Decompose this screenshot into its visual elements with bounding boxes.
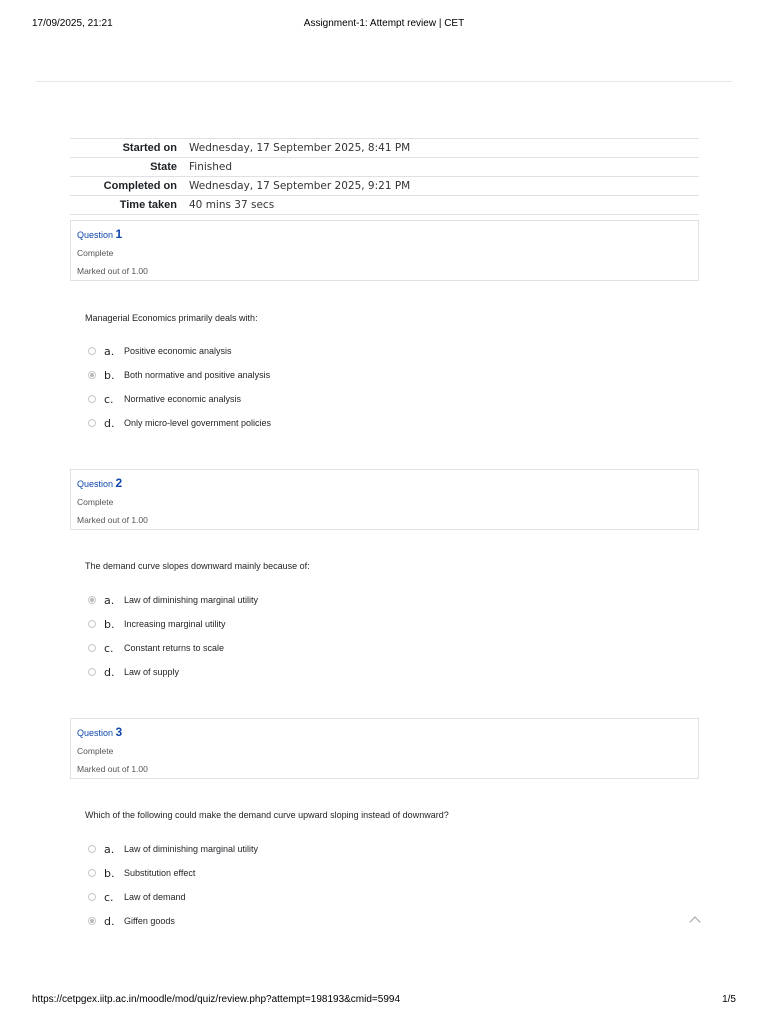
answer-text: Only micro-level government policies (124, 418, 272, 428)
radio-button[interactable] (88, 917, 96, 925)
print-date: 17/09/2025, 21:21 (32, 18, 113, 29)
top-divider (36, 81, 732, 82)
answer-letter: d. (104, 914, 115, 928)
answer-text: Normative economic analysis (124, 394, 242, 404)
summary-value: Finished (189, 160, 233, 173)
question-3-answer-d[interactable] (88, 913, 175, 929)
radio-button[interactable] (88, 395, 96, 403)
radio-button[interactable] (88, 668, 96, 676)
answer-letter: d. (104, 416, 115, 430)
answer-text: Increasing marginal utility (124, 619, 226, 629)
question-label: Question (77, 479, 114, 489)
summary-label: State (150, 160, 177, 173)
question-state: Complete (77, 746, 114, 756)
question-label: Question (77, 230, 114, 240)
answer-letter: c. (104, 392, 114, 406)
radio-button[interactable] (88, 893, 96, 901)
summary-row-time-taken (70, 196, 699, 215)
print-title: Assignment-1: Attempt review | CET (303, 18, 465, 29)
summary-row-started (70, 139, 699, 158)
answer-letter: a. (104, 344, 115, 358)
answer-letter: b. (104, 617, 115, 631)
radio-button[interactable] (88, 869, 96, 877)
answer-text: Law of demand (124, 892, 186, 902)
question-2-answer-c[interactable] (88, 640, 224, 656)
answer-text: Substitution effect (124, 868, 196, 878)
question-number (77, 476, 122, 490)
answer-letter: d. (104, 665, 115, 679)
summary-value: Wednesday, 17 September 2025, 9:21 PM (189, 179, 411, 192)
radio-button[interactable] (88, 371, 96, 379)
question-1-answer-b[interactable] (88, 367, 270, 383)
summary-value: 40 mins 37 secs (189, 198, 275, 211)
question-1-answer-c[interactable] (88, 391, 241, 407)
question-2-answer-a[interactable] (88, 592, 258, 608)
question-state: Complete (77, 497, 114, 507)
answer-text: Both normative and positive analysis (124, 370, 271, 380)
answer-letter: b. (104, 368, 115, 382)
summary-label: Started on (122, 141, 177, 154)
radio-button[interactable] (88, 620, 96, 628)
chevron-up-icon[interactable] (689, 916, 700, 927)
answer-letter: c. (104, 890, 114, 904)
print-url: https://cetpgex.iitp.ac.in/moodle/mod/quiz/review.php?attempt=198193&cmid=5994 (32, 994, 401, 1005)
question-2-answer-d[interactable] (88, 664, 179, 680)
summary-label: Completed on (103, 179, 177, 192)
answer-letter: b. (104, 866, 115, 880)
answer-text: Constant returns to scale (124, 643, 225, 653)
summary-row-state (70, 158, 699, 177)
question-3-answer-c[interactable] (88, 889, 186, 905)
answer-letter: a. (104, 593, 115, 607)
question-number-value: 2 (115, 476, 123, 490)
question-3-answer-b[interactable] (88, 865, 195, 881)
question-number (77, 725, 122, 739)
answer-text: Law of supply (124, 667, 180, 677)
question-state: Complete (77, 248, 114, 258)
question-grade: Marked out of 1.00 (77, 515, 148, 525)
question-number-value: 3 (115, 725, 123, 739)
question-2-text: The demand curve slopes downward mainly because of: (85, 561, 310, 571)
answer-text: Giffen goods (124, 916, 175, 926)
radio-button[interactable] (88, 419, 96, 427)
question-3-answer-a[interactable] (88, 841, 258, 857)
question-3-text: Which of the following could make the demand curve upward sloping instead of downward? (85, 810, 449, 820)
question-number-value: 1 (115, 227, 123, 241)
question-grade: Marked out of 1.00 (77, 764, 148, 774)
question-1-text: Managerial Economics primarily deals with: (85, 313, 258, 323)
summary-label: Time taken (119, 198, 177, 211)
question-grade: Marked out of 1.00 (77, 266, 148, 276)
radio-button[interactable] (88, 347, 96, 355)
summary-row-completed (70, 177, 699, 196)
attempt-summary-table (70, 138, 699, 215)
radio-button[interactable] (88, 644, 96, 652)
print-page-number: 1/5 (722, 994, 736, 1005)
answer-text: Positive economic analysis (124, 346, 232, 356)
question-2-info (70, 469, 699, 530)
question-label: Question (77, 728, 114, 738)
radio-button[interactable] (88, 596, 96, 604)
question-1-info (70, 220, 699, 281)
answer-letter: c. (104, 641, 114, 655)
question-1-answer-d[interactable] (88, 415, 271, 431)
question-3-info (70, 718, 699, 779)
answer-text: Law of diminishing marginal utility (124, 595, 259, 605)
answer-text: Law of diminishing marginal utility (124, 844, 259, 854)
question-1-answer-a[interactable] (88, 343, 232, 359)
radio-button[interactable] (88, 845, 96, 853)
question-number (77, 227, 122, 241)
summary-value: Wednesday, 17 September 2025, 8:41 PM (189, 141, 411, 154)
answer-letter: a. (104, 842, 115, 856)
question-2-answer-b[interactable] (88, 616, 226, 632)
